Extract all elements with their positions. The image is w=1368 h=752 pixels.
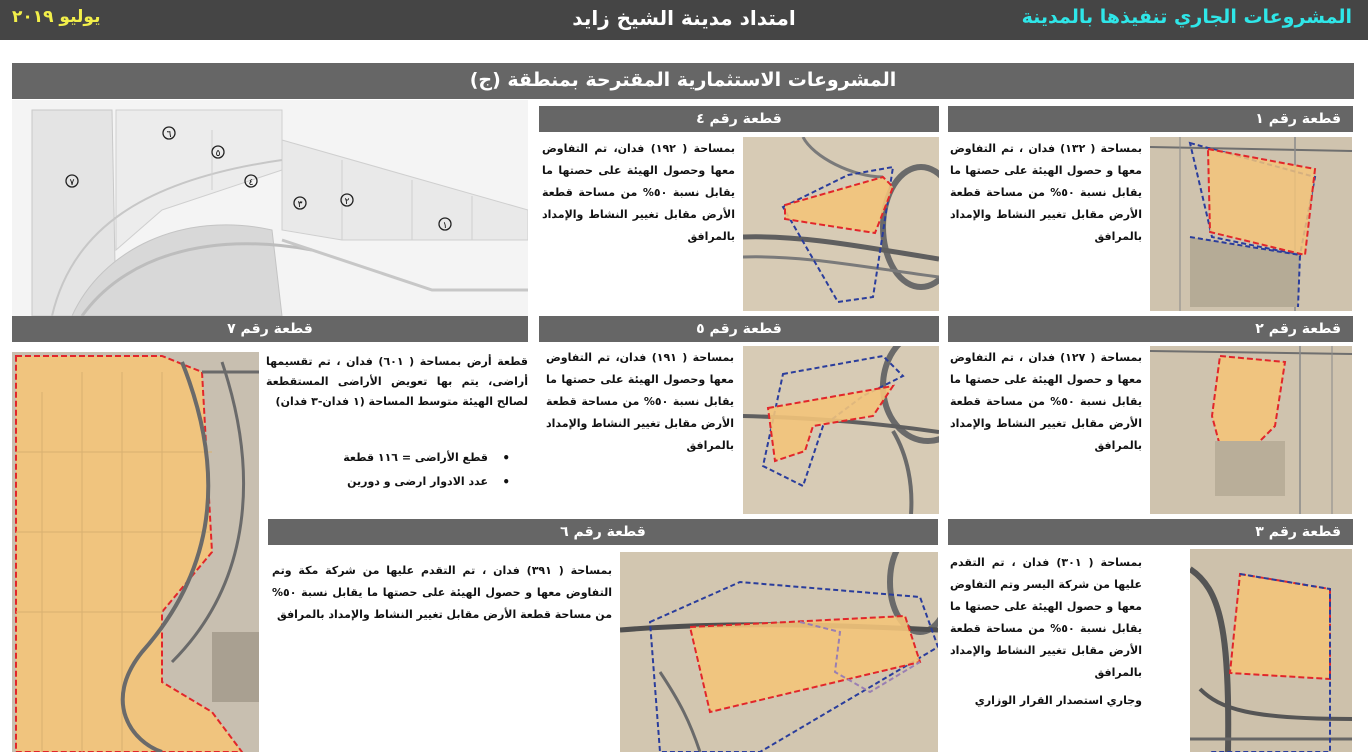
plot-2-description (950, 347, 1142, 457)
plot-2-map (1150, 346, 1352, 514)
plot-6-description (272, 560, 612, 626)
overview-map (12, 100, 528, 316)
plot-4-text: بمساحة ( ١٩٢) فدان، تم التفاوض معها وحصول الهيئة على حصتها ما يقابل نسبة ٥٠% من مساحة قطعة الأرض مقابل تغيير النشاط والإمداد بالمرافق (542, 142, 735, 243)
plot-7-header: قطعة رقم ٧ (12, 316, 528, 342)
plot-4-description (542, 138, 735, 248)
overview-label-7: ٧ (69, 178, 75, 188)
plot-3-text: بمساحة ( ٣٠١) فدان ، تم التقدم عليها من شركة اليسر وتم التفاوض معها و حصول الهيئة على حصتها ما يقابل نسبة ٥٠% من مساحة قطعة الأرض مقابل تغيير النشاط والإمداد بالمرافق (950, 556, 1142, 679)
plot-5-description (546, 347, 734, 457)
overview-label-1: ١ (442, 221, 448, 231)
plot-1-description (950, 138, 1142, 248)
plot-1-text: بمساحة ( ١٣٢) فدان ، تم التفاوض معها و حصول الهيئة على حصتها ما يقابل نسبة ٥٠% من مساحة قطعة الأرض مقابل تغيير النشاط والإمداد بالمرافق (950, 142, 1142, 243)
section-title: المشروعات الاستثمارية المقترحة بمنطقة (ج) (12, 63, 1354, 99)
plot-7-fact-count: • قطع الأراضى = ١١٦ قطعة (320, 446, 510, 470)
plot-6-text: بمساحة ( ٣٩١) فدان ، تم التقدم عليها من شركة مكة وتم التفاوض معها و حصول الهيئة على حصتها ما يقابل نسبة ٥٠% من مساحة قطعة الأرض مقابل تغيير النشاط والإمداد بالمرافق (272, 564, 612, 621)
plot-6-map (620, 552, 938, 752)
overview-label-5: ٥ (215, 149, 221, 159)
plot-7-facts (320, 446, 510, 494)
plot-7-description (266, 352, 528, 412)
plot-3-status: وجاري استصدار القرار الوزاري (974, 694, 1142, 707)
top-banner (0, 0, 1368, 40)
plot-7-fact-floors: • عدد الادوار ارضى و دورين (320, 470, 510, 494)
plot-5-text: بمساحة ( ١٩١) فدان، تم التفاوض معها وحصول الهيئة على حصتها ما يقابل نسبة ٥٠% من مساحة قطعة الأرض مقابل تغيير النشاط والإمداد بالمرافق (546, 351, 734, 452)
plot-7-map (12, 352, 259, 752)
plot-1-header: قطعة رقم ١ (948, 106, 1353, 132)
plot-3-description (950, 552, 1142, 712)
plot-2-header: قطعة رقم ٢ (948, 316, 1353, 342)
plot-3-map (1190, 549, 1352, 752)
overview-label-2: ٢ (344, 197, 350, 207)
plot-7-text: قطعة أرض بمساحة ( ٦٠١) فدان ، تم تقسيمها أراضى، يتم بها تعويض الأراضى المستقطعة لصالح الهيئة متوسط المساحة (١ فدان-٣ فدان) (266, 355, 528, 408)
overview-label-6: ٦ (166, 130, 172, 140)
plot-3-header: قطعة رقم ٣ (948, 519, 1353, 545)
plot-1-map (1150, 137, 1352, 311)
plot-4-header: قطعة رقم ٤ (539, 106, 939, 132)
overview-label-4: ٤ (248, 178, 254, 188)
plot-5-header: قطعة رقم ٥ (539, 316, 939, 342)
plot-2-text: بمساحة ( ١٢٧) فدان ، تم التفاوض معها و حصول الهيئة على حصتها ما يقابل نسبة ٥٠% من مساحة قطعة الأرض مقابل تغيير النشاط والإمداد بالمرافق (950, 351, 1142, 452)
plot-5-map (743, 346, 939, 514)
overview-label-3: ٣ (297, 200, 303, 210)
plot-4-map (743, 137, 939, 311)
banner-date: يوليو ٢٠١٩ (12, 7, 101, 27)
banner-title: امتداد مدينة الشيخ زايد (572, 6, 796, 30)
plot-6-header: قطعة رقم ٦ (268, 519, 938, 545)
banner-category: المشروعات الجاري تنفيذها بالمدينة (1021, 6, 1352, 28)
